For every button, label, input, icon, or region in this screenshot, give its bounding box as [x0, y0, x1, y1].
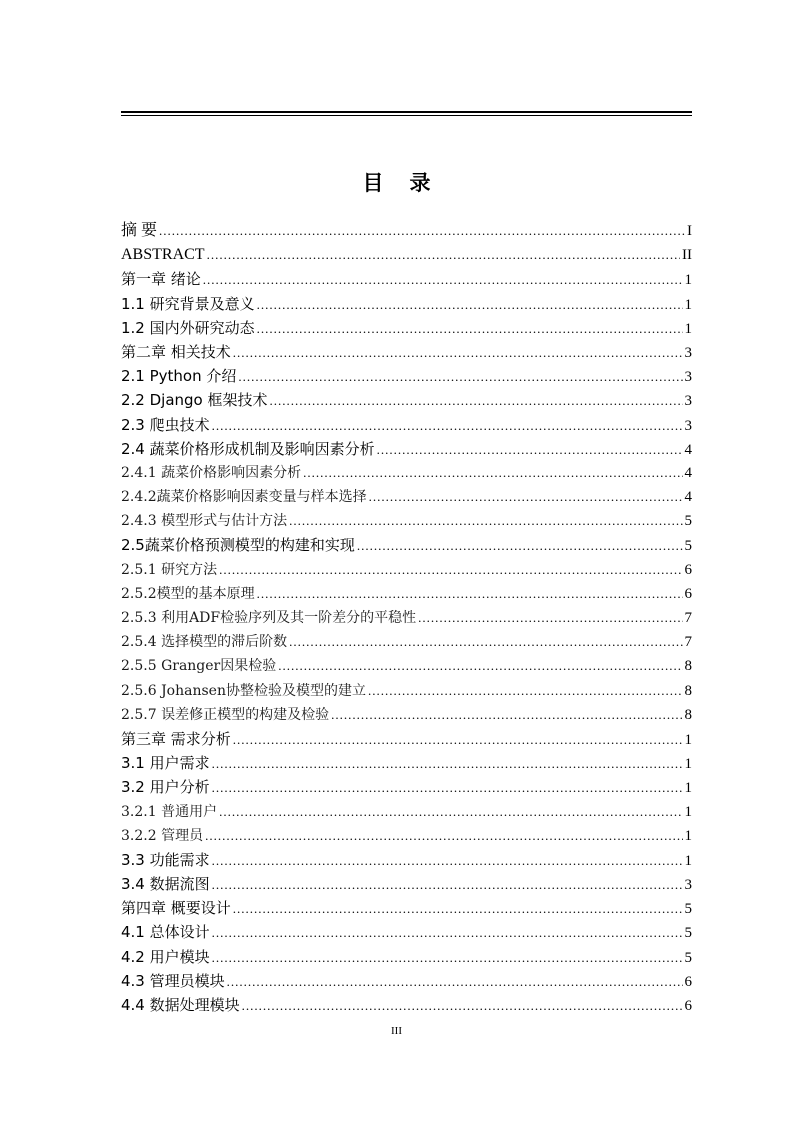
toc-entry[interactable]: [121, 872, 692, 896]
toc-dot-leader: [227, 970, 683, 993]
toc-dot-leader: [238, 365, 682, 388]
toc-entry-label: 第四章 概要设计: [121, 899, 231, 918]
toc-entry[interactable]: [121, 461, 692, 485]
toc-entry-page: 8: [684, 658, 692, 675]
toc-entry-page: 5: [684, 513, 692, 530]
toc-dot-leader: [212, 873, 683, 896]
toc-entry[interactable]: [121, 558, 692, 582]
toc-entry[interactable]: [121, 582, 692, 606]
toc-entry[interactable]: [121, 267, 692, 291]
toc-entry-page: 1: [684, 296, 692, 313]
toc-dot-leader: [212, 414, 683, 437]
toc-dot-leader: [331, 703, 682, 727]
toc-entry[interactable]: [121, 654, 692, 678]
toc-entry-page: II: [682, 247, 692, 264]
toc-dot-leader: [303, 461, 682, 485]
toc-entry-label: 第一章 绪论: [121, 270, 201, 289]
toc-list: [121, 219, 692, 1017]
toc-dot-leader: [212, 946, 683, 969]
toc-entry[interactable]: [121, 243, 692, 267]
toc-entry-page: 5: [684, 538, 692, 555]
toc-entry[interactable]: [121, 775, 692, 799]
toc-dot-leader: [212, 752, 683, 775]
toc-dot-leader: [205, 824, 682, 848]
header-rule-thin: [121, 115, 692, 116]
toc-dot-leader: [377, 438, 683, 461]
toc-entry-label: 1.2 国内外研究动态: [121, 318, 255, 337]
toc-dot-leader: [257, 317, 683, 340]
toc-entry[interactable]: [121, 993, 692, 1017]
toc-title: 目录: [362, 171, 457, 195]
toc-entry-page: 1: [684, 827, 692, 844]
toc-entry-label: 2.4.1 蔬菜价格影响因素分析: [121, 464, 302, 481]
toc-entry-label: 1.1 研究背景及意义: [121, 294, 255, 313]
toc-entry-page: 1: [684, 756, 692, 773]
toc-dot-leader: [233, 341, 683, 364]
toc-entry-label: 2.4.2蔬菜价格影响因素变量与样本选择: [121, 489, 367, 506]
toc-entry-page: 7: [684, 610, 692, 626]
toc-entry-label: 3.1 用户需求: [121, 754, 210, 773]
toc-entry-page: 6: [684, 973, 692, 990]
toc-entry-page: 5: [684, 925, 692, 942]
toc-entry[interactable]: [121, 219, 692, 243]
toc-entry-label: 2.5.7 误差修正模型的构建及检验: [121, 706, 330, 723]
toc-entry-label: 2.5.4 选择模型的滞后阶数: [121, 634, 288, 651]
toc-entry-label: 3.3 功能需求: [121, 850, 210, 869]
toc-entry[interactable]: [121, 920, 692, 944]
toc-entry[interactable]: [121, 945, 692, 969]
toc-dot-leader: [270, 389, 683, 412]
toc-entry[interactable]: [121, 703, 692, 727]
toc-entry-label: 2.5.3 利用ADF检验序列及其一阶差分的平稳性: [121, 610, 417, 626]
toc-dot-leader: [212, 776, 683, 799]
toc-entry-label: 2.5.1 研究方法: [121, 561, 218, 578]
toc-entry-page: 3: [684, 877, 692, 894]
toc-dot-leader: [212, 921, 683, 944]
toc-entry-label: 2.5.6 Johansen协整检验及模型的建立: [121, 682, 366, 699]
toc-dot-leader: [212, 849, 683, 872]
toc-dot-leader: [368, 679, 683, 703]
page-number: III: [391, 1025, 402, 1037]
toc-entry-page: 3: [684, 369, 692, 386]
toc-entry-page: I: [687, 223, 692, 239]
toc-entry[interactable]: [121, 727, 692, 751]
toc-entry-page: 6: [684, 998, 692, 1014]
toc-entry-page: 4: [684, 441, 692, 458]
toc-entry[interactable]: [121, 848, 692, 872]
toc-entry-page: 4: [684, 489, 692, 506]
toc-entry-label: 4.1 总体设计: [121, 923, 210, 942]
toc-entry[interactable]: [121, 630, 692, 654]
toc-entry-label: 4.2 用户模块: [121, 947, 210, 966]
header-rule-thick: [121, 111, 692, 113]
toc-dot-leader: [233, 728, 683, 751]
toc-entry-label: 2.5.2模型的基本原理: [121, 585, 255, 602]
toc-dot-leader: [278, 654, 682, 678]
toc-entry[interactable]: [121, 800, 692, 824]
toc-dot-leader: [203, 268, 683, 291]
toc-entry-label: 3.2 用户分析: [121, 778, 210, 797]
toc-entry-label: 4.3 管理员模块: [121, 971, 225, 990]
toc-entry-label: 2.4.3 模型形式与估计方法: [121, 513, 288, 530]
toc-entry[interactable]: [121, 606, 692, 630]
toc-dot-leader: [289, 509, 682, 533]
toc-entry[interactable]: [121, 292, 692, 316]
toc-entry-label: 4.4 数据处理模块: [121, 996, 240, 1014]
toc-entry-label: 3.2.1 普通用户: [121, 803, 218, 820]
toc-entry-label: ABSTRACT: [121, 246, 205, 264]
toc-dot-leader: [242, 994, 683, 1017]
toc-entry[interactable]: [121, 364, 692, 388]
toc-entry-label: 3.2.2 管理员: [121, 827, 204, 844]
toc-entry-page: 3: [684, 417, 692, 434]
toc-entry-label: 2.1 Python 介绍: [121, 367, 237, 386]
toc-entry[interactable]: [121, 340, 692, 364]
toc-entry-label: 2.3 爬虫技术: [121, 415, 210, 434]
toc-dot-leader: [207, 243, 680, 267]
toc-entry-page: 6: [684, 585, 692, 602]
toc-entry[interactable]: [121, 413, 692, 437]
toc-dot-leader: [257, 293, 683, 316]
toc-entry-label: 2.4 蔬菜价格形成机制及影响因素分析: [121, 439, 375, 458]
toc-dot-leader: [219, 800, 682, 824]
toc-entry-page: 7: [684, 634, 692, 651]
toc-entry[interactable]: [121, 533, 692, 557]
toc-dot-leader: [418, 606, 682, 630]
toc-entry-page: 6: [684, 561, 692, 578]
toc-entry-page: 3: [684, 393, 692, 410]
toc-entry-page: 8: [684, 706, 692, 723]
toc-entry-label: 摘 要: [121, 222, 158, 239]
toc-entry-label: 第二章 相关技术: [121, 342, 231, 361]
toc-dot-leader: [233, 897, 683, 920]
toc-entry-label: 2.2 Django 框架技术: [121, 391, 268, 410]
toc-entry-label: 2.5蔬菜价格预测模型的构建和实现: [121, 536, 355, 555]
toc-entry-page: 1: [684, 272, 692, 289]
toc-entry[interactable]: [121, 896, 692, 920]
toc-entry-label: 第三章 需求分析: [121, 729, 231, 748]
toc-entry[interactable]: [121, 437, 692, 461]
toc-entry-page: 4: [684, 464, 692, 481]
toc-dot-leader: [289, 630, 682, 654]
toc-entry[interactable]: [121, 485, 692, 509]
toc-entry[interactable]: [121, 679, 692, 703]
toc-entry[interactable]: [121, 969, 692, 993]
toc-entry-label: 3.4 数据流图: [121, 875, 210, 894]
toc-entry-page: 3: [684, 344, 692, 361]
toc-entry-page: 8: [684, 682, 692, 699]
toc-entry[interactable]: [121, 824, 692, 848]
toc-entry-page: 1: [684, 780, 692, 797]
toc-entry-page: 1: [684, 731, 692, 748]
toc-dot-leader: [257, 582, 683, 606]
toc-entry-page: 1: [684, 803, 692, 820]
toc-entry-page: 1: [684, 320, 692, 337]
toc-entry-page: 5: [684, 949, 692, 966]
toc-dot-leader: [159, 219, 685, 243]
toc-entry-page: 5: [684, 901, 692, 918]
toc-dot-leader: [219, 558, 682, 582]
toc-entry[interactable]: [121, 316, 692, 340]
toc-entry-page: 1: [684, 852, 692, 869]
toc-dot-leader: [357, 534, 683, 557]
toc-entry-label: 2.5.5 Granger因果检验: [121, 658, 277, 675]
toc-dot-leader: [369, 485, 683, 509]
toc-entry[interactable]: [121, 509, 692, 533]
toc-entry[interactable]: [121, 388, 692, 412]
toc-entry[interactable]: [121, 751, 692, 775]
